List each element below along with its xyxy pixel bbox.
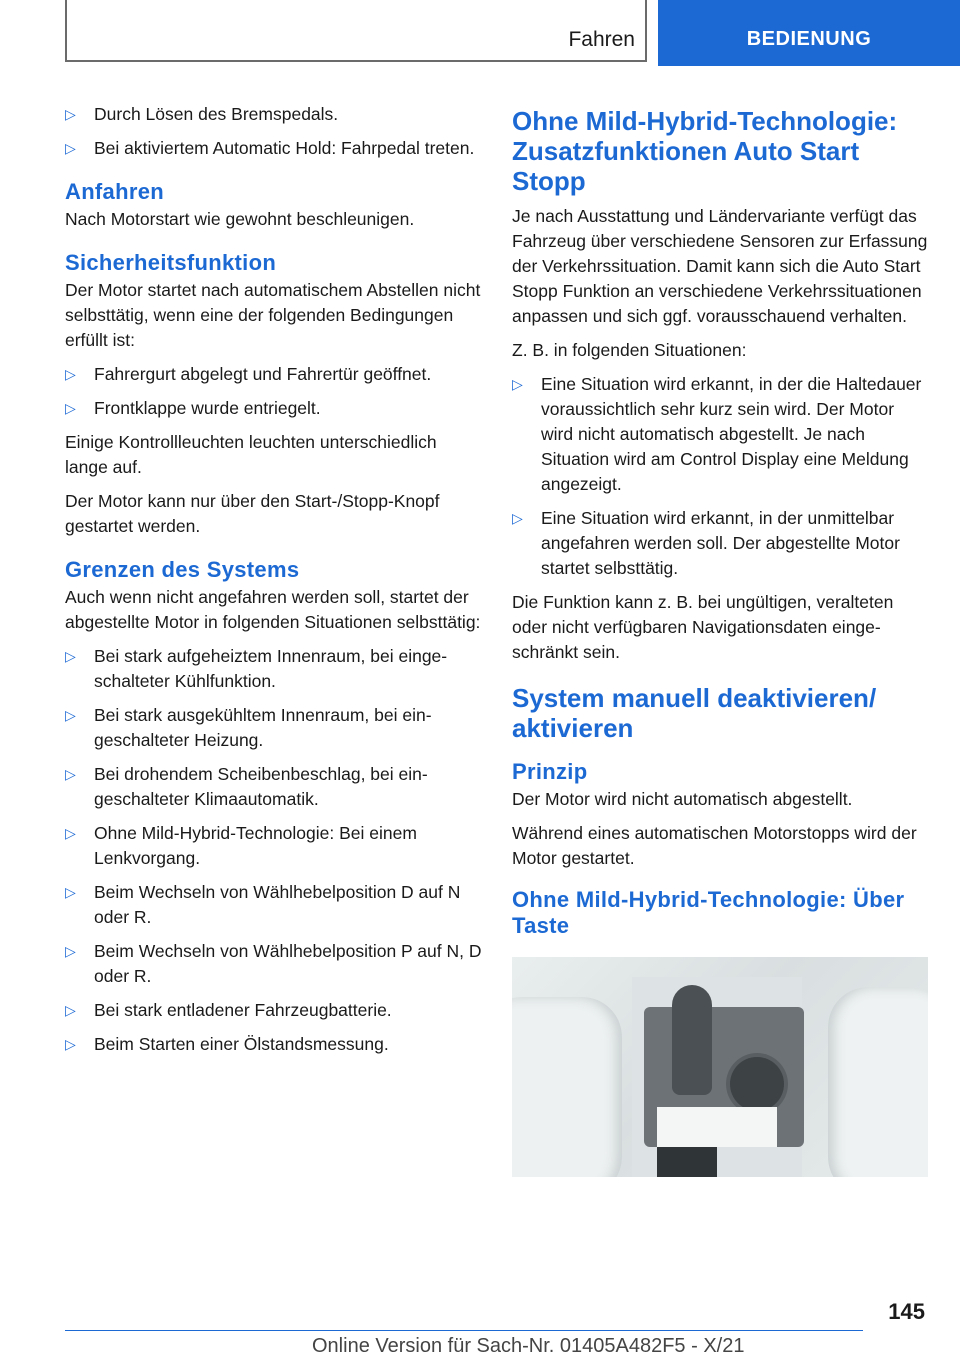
paragraph: Der Motor wird nicht automatisch abgestellt.	[512, 789, 853, 809]
list-item: ▷ Eine Situation wird erkannt, in der die Haltedauer voraussichtlich sehr kurz sein wird. Der Motor wird nicht automatisch abgestellt. Je nach Situation wird am Control Display eine Meldung angezeigt.	[512, 374, 922, 494]
list-item: ▷ Frontklappe wurde entriegelt.	[65, 396, 483, 421]
triangle-bullet-icon: ▷	[65, 140, 76, 156]
list-item: ▷ Bei aktiviertem Automatic Hold: Fahrpedal treten.	[65, 136, 483, 161]
bullet-list-sicherheit	[65, 362, 483, 421]
list-item: ▷ Bei stark entladener Fahrzeugbatterie.	[65, 998, 483, 1023]
bullet-list-situationen	[512, 372, 930, 581]
button-strip-shape	[657, 1107, 777, 1147]
paragraph: Auch wenn nicht angefahren werden soll, startet der abgestellte Motor in folgenden Situationen selbsttätig:	[65, 587, 481, 632]
list-item: ▷ Durch Lösen des Bremspedals.	[65, 102, 483, 127]
paragraph: Die Funktion kann z. B. bei ungültigen, veralteten oder nicht verfügbaren Navigationsdaten eingeschränkt sein.	[512, 592, 894, 662]
triangle-bullet-icon: ▷	[65, 400, 76, 416]
right-column	[512, 102, 930, 1177]
triangle-bullet-icon: ▷	[512, 376, 523, 392]
gear-lever-icon	[672, 985, 712, 1095]
triangle-bullet-icon: ▷	[65, 366, 76, 382]
heading-anfahren: Anfahren	[65, 179, 164, 204]
paragraph: Der Motor kann nur über den Start-/Stopp-Knopf gestartet werden.	[65, 491, 440, 536]
footer-divider	[65, 1330, 863, 1331]
seat-right-shape	[828, 987, 928, 1177]
heading-sicherheitsfunktion: Sicherheitsfunktion	[65, 250, 277, 275]
list-item: ▷ Beim Wechseln von Wählhebelposition P auf N, D oder R.	[65, 941, 482, 986]
list-item: ▷ Eine Situation wird erkannt, in der unmittelbar angefahren werden soll. Der abgestellte Motor startet selbsttätig.	[512, 508, 900, 578]
triangle-bullet-icon: ▷	[65, 825, 76, 841]
paragraph: Der Motor startet nach automatischem Abstellen nicht selbsttätig, wenn eine der folgenden Bedingungen erfüllt ist:	[65, 280, 481, 350]
page-number: 145	[888, 1299, 925, 1324]
heading-taste: Ohne Mild-Hybrid-Technologie: Über Taste	[512, 887, 905, 938]
list-item: ▷ Beim Wechseln von Wählhebelposition D auf N oder R.	[65, 882, 461, 927]
header-chapter-tab: BEDIENUNG	[658, 0, 960, 66]
seat-left-shape	[512, 997, 622, 1177]
triangle-bullet-icon: ▷	[65, 884, 76, 900]
list-item: ▷ Beim Starten einer Ölstandsmessung.	[65, 1032, 483, 1057]
paragraph: Z. B. in folgenden Situationen:	[512, 340, 747, 360]
triangle-bullet-icon: ▷	[65, 648, 76, 664]
list-item: ▷ Bei stark aufgeheiztem Innenraum, bei eingeschalteter Kühlfunktion.	[65, 646, 448, 691]
center-console-photo	[512, 957, 928, 1177]
triangle-bullet-icon: ▷	[65, 1036, 76, 1052]
header-left-box	[65, 0, 647, 62]
list-item: ▷ Bei stark ausgekühltem Innenraum, bei eingeschalteter Heizung.	[65, 705, 432, 750]
bullet-list-top	[65, 102, 483, 161]
footer-text: Online Version für Sach-Nr. 01405A482F5 - X/21	[312, 1335, 745, 1357]
bullet-list-grenzen	[65, 644, 483, 1057]
list-item: ▷ Fahrergurt abgelegt und Fahrertür geöffnet.	[65, 362, 483, 387]
left-column	[65, 102, 483, 1066]
triangle-bullet-icon: ▷	[65, 766, 76, 782]
list-item: ▷ Ohne Mild-Hybrid-Technologie: Bei einem Lenkvorgang.	[65, 823, 417, 868]
heading-manuell: System manuell deaktivieren/ aktivieren	[512, 683, 877, 743]
paragraph: Einige Kontrollleuchten leuchten unterschiedlich lange auf.	[65, 432, 437, 477]
paragraph: Je nach Ausstattung und Ländervariante verfügt das Fahrzeug über verschiedene Sensoren zur Erfassung der Verkehrssituation. Damit kann sich die Auto Start Stopp Funktion an verschiedene Verkehrssituationen anpassen und sich ggf. vorausschauend verhalten.	[512, 206, 928, 326]
triangle-bullet-icon: ▷	[512, 510, 523, 526]
controller-dial-icon	[730, 1057, 784, 1111]
triangle-bullet-icon: ▷	[65, 106, 76, 122]
triangle-bullet-icon: ▷	[65, 707, 76, 723]
heading-grenzen: Grenzen des Systems	[65, 557, 300, 582]
heading-prinzip: Prinzip	[512, 759, 588, 784]
parking-brake-button-icon	[657, 1147, 717, 1177]
paragraph: Während eines automatischen Motorstopps wird der Motor gestartet.	[512, 823, 917, 868]
list-item: ▷ Bei drohendem Scheibenbeschlag, bei eingeschalteter Klimaautomatik.	[65, 764, 428, 809]
header-section-title: Fahren	[568, 28, 635, 51]
triangle-bullet-icon: ▷	[65, 1002, 76, 1018]
heading-zusatzfunktionen: Ohne Mild-Hybrid-Technologie: Zusatzfunktionen Auto Start Stopp	[512, 106, 898, 196]
paragraph: Nach Motorstart wie gewohnt beschleunigen.	[65, 209, 415, 229]
triangle-bullet-icon: ▷	[65, 943, 76, 959]
